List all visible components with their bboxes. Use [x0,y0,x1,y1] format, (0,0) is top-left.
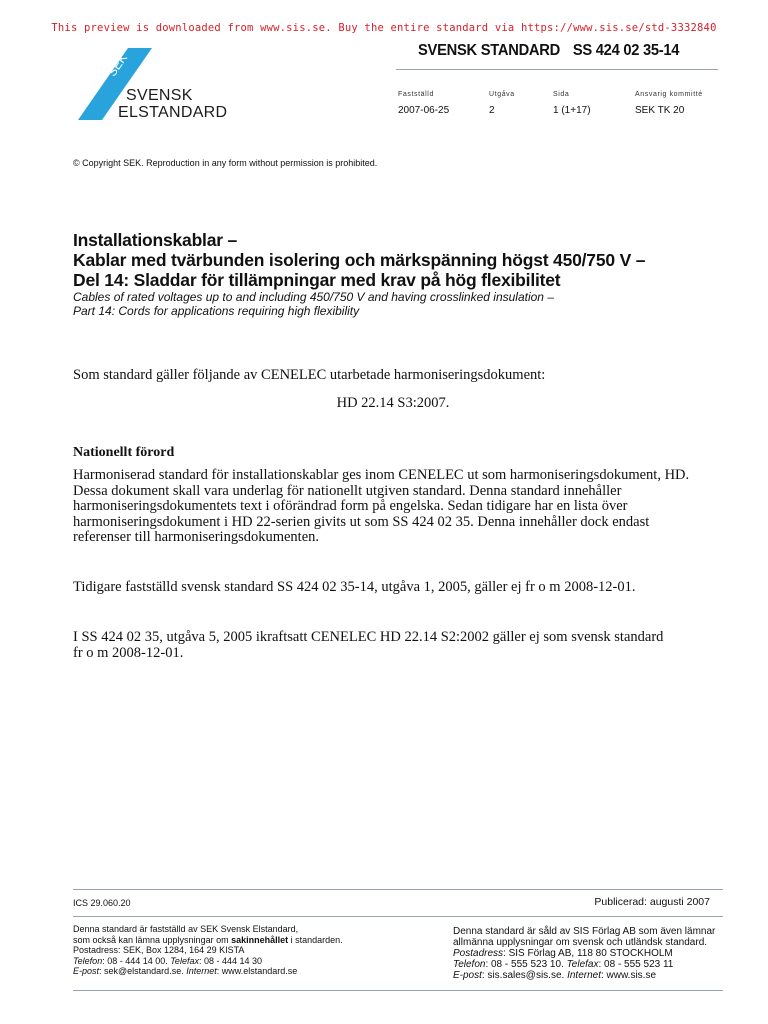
meta-label-kommitte: Ansvarig kommitté [635,91,703,98]
copyright-notice: © Copyright SEK. Reproduction in any form without permission is prohibited. [73,158,378,168]
subtitle-line-1: Cables of rated voltages up to and including 450/750 V and having crosslinked insulation – [73,290,554,304]
sis-fax-label: Telefax [566,959,599,970]
sek-line-2-post: i standarden. [288,934,343,945]
withdrawal-paragraph [73,630,713,661]
meta-value-sida: 1 (1+17) [553,105,591,116]
title-line-3: Del 14: Sladdar för tillämpningar med krav på hög flexibilitet [73,270,561,290]
ics-code: ICS 29.060.20 [73,898,131,908]
meta-label-fastalld: Fastställd [398,91,434,98]
sis-line-2: allmänna upplysningar om svensk och utländsk standard. [453,937,708,948]
sek-line-2-pre: som också kan lämna upplysningar om [73,934,232,945]
sek-fax-value: : 08 - 444 14 30 [198,955,263,966]
intro-paragraph: Som standard gäller följande av CENELEC utarbetade harmoniseringsdokument: [73,367,546,383]
preview-notice[interactable]: This preview is downloaded from www.sis.se. Buy the entire standard via https://www.sis.se/std-3332840 [51,22,717,34]
sis-postal-value: : SIS Förlag AB, 118 80 STOCKHOLM [503,948,673,959]
published-date: Publicerad: augusti 2007 [594,896,710,908]
sis-line-1: Denna standard är såld av SIS Förlag AB som även lämnar [453,926,716,937]
subtitle-line-2: Part 14: Cords for applications requiring high flexibility [73,303,360,318]
sek-line-2 [73,935,413,946]
sek-email-label: E-post [73,966,100,976]
hd-reference: HD 22.14 S3:2007. [336,395,450,411]
previous-standard-paragraph: Tidigare fastställd svensk standard SS 424 02 35-14, utgåva 1, 2005, gäller ej fr o m 2008-12-01. [73,579,636,595]
sis-internet-label: Internet [567,970,601,981]
sis-email-label: E-post [453,970,482,981]
header-divider [396,69,718,70]
sis-postal-label: Postadress [453,948,504,959]
meta-label-utgava: Utgåva [489,91,515,98]
sek-contact-block [73,924,413,977]
foreword-line: harmoniseringsdokumentets text i oförändrad form på engelska. Sedan tidigare har en lista över [73,498,628,514]
title-line-2: Kablar med tvärbunden isolering och märkspänning högst 450/750 V – [73,250,646,270]
sis-phone-value: : 08 - 555 523 10. [485,959,567,970]
sis-internet-value[interactable]: : www.sis.se [601,970,657,981]
footer-divider-top [73,889,723,890]
sis-email-value[interactable]: : sis.sales@sis.se. [481,970,568,981]
footer-divider-bottom [73,990,723,991]
title-line-1: Installationskablar – [73,230,238,250]
foreword-heading: Nationellt förord [73,445,175,460]
meta-value-kommitte: SEK TK 20 [635,105,685,116]
standard-label: SVENSK STANDARD [418,42,560,59]
sek-logo [78,48,238,120]
foreword-line: harmoniseringsdokument i HD 22-serien givits ut som SS 424 02 35. Denna innehåller dock endast [73,513,650,530]
logo-line1: SVENSK [126,87,193,104]
sek-phone-label: Telefon [73,955,103,966]
foreword-line: Harmoniserad standard för installationskablar ges inom CENELEC ut som harmoniseringsdokument, HD. [73,467,690,483]
foreword-line: Dessa dokument skall vara underlag för nationellt utgiven standard. Denna standard innehåller [73,482,622,499]
sis-email-line [453,970,733,981]
withdrawal-line: fr o m 2008-12-01. [73,644,184,661]
sis-contact-block [453,926,733,981]
sek-phone-value: : 08 - 444 14 00. [102,955,171,966]
sek-line-1: Denna standard är fastställd av SEK Svensk Elstandard, [73,924,299,934]
document-subtitle [73,291,733,318]
sek-internet-value[interactable]: : www.elstandard.se [216,966,298,976]
sek-postal-address: Postadress: SEK, Box 1284, 164 29 KISTA [73,945,245,955]
sis-phone-line [453,959,733,970]
meta-label-sida: Sida [553,91,570,98]
sek-email-value[interactable]: : sek@elstandard.se. [99,966,187,976]
standard-number: SS 424 02 35-14 [572,42,680,59]
logo-badge: SEK [104,51,131,79]
sis-phone-label: Telefon [453,959,486,970]
meta-value-fastalld: 2007-06-25 [398,105,450,116]
sis-fax-value: : 08 - 555 523 11 [598,959,674,970]
foreword-line: referenser till harmoniseringsdokumenten. [73,529,320,545]
foreword-paragraph [73,468,713,546]
logo-line2: ELSTANDARD [118,104,228,120]
document-title [73,230,733,290]
meta-value-utgava: 2 [489,105,495,116]
sek-internet-label: Internet [186,966,217,976]
footer-divider-middle [73,916,723,917]
sek-fax-label: Telefax [170,955,199,966]
sek-line-2-bold: sakinnehållet [231,934,289,945]
sek-email-line [73,966,413,977]
sis-postal-line [453,948,733,959]
withdrawal-line: I SS 424 02 35, utgåva 5, 2005 ikraftsatt CENELEC HD 22.14 S2:2002 gäller ej som svensk standard [73,629,664,645]
sek-phone-line [73,956,413,967]
standard-header [418,42,694,60]
